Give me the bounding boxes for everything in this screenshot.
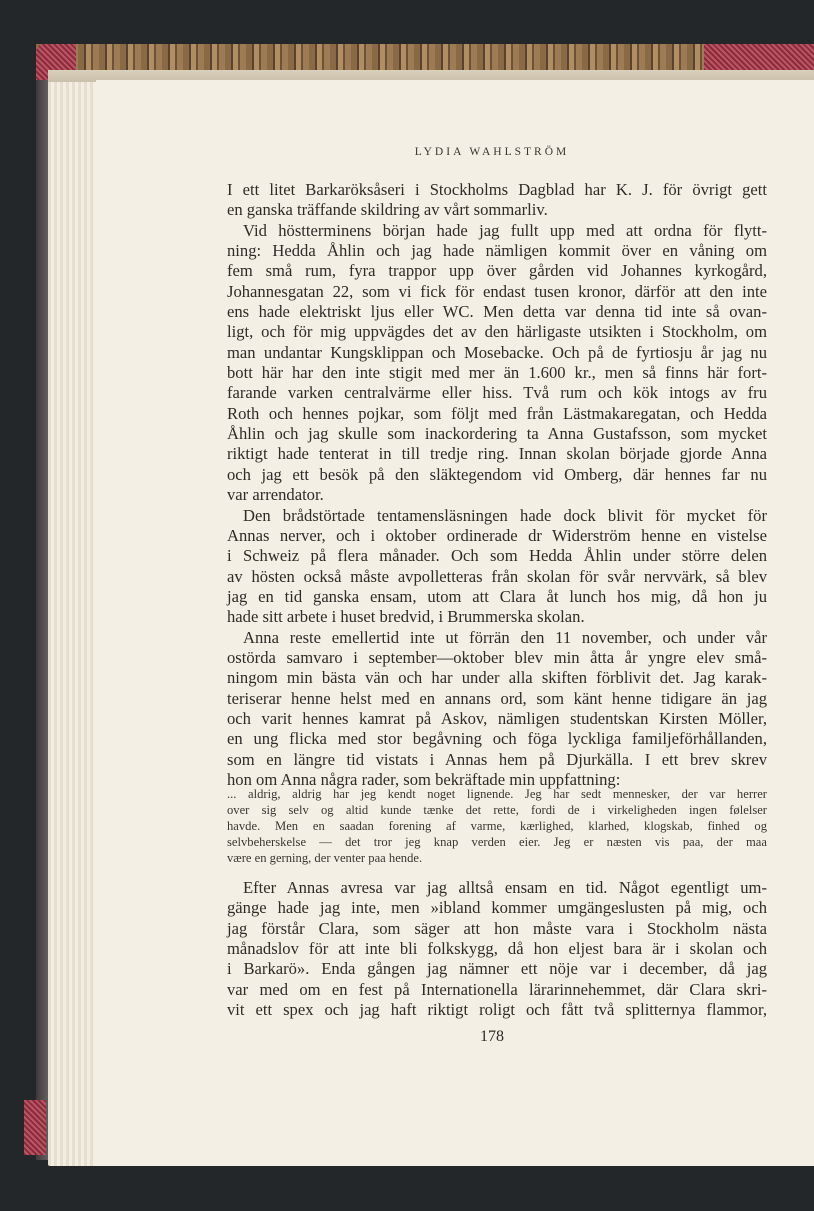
- text-line: teriserar henne helst med en annans ord, som känt henne tidigare än jag: [227, 688, 767, 708]
- quote-line: over sig selv og altid kunde tænke det rette, fordi de i virkeligheden ingen følelser: [227, 803, 767, 817]
- block-quote: [227, 786, 767, 866]
- page-number: 178: [480, 1028, 504, 1045]
- book-cover-corner: [24, 1100, 46, 1155]
- quote-line: selvbeherskelse — det tror jeg knap verden eier. Jeg er næsten vis paa, der maa: [227, 835, 767, 849]
- text-line: Vid höstterminens början hade jag fullt upp med att ordna för flytt-: [243, 220, 767, 240]
- text-line: vit ett spex och jag haft riktigt roligt och fått två splitternya flammor,: [227, 1000, 767, 1020]
- text-line: Efter Annas avresa var jag alltså ensam en tid. Något egentligt um-: [243, 878, 767, 897]
- text-line: ningom min bästa vän och har under alla skiften förblivit det. Jag karak-: [227, 668, 767, 688]
- text-line: fem små rum, fyra trappor upp över gården vid Johannes kyrkogård,: [227, 261, 767, 281]
- text-line: och jag ett besök på den släktegendom vid Omberg, där hennes far nu: [227, 464, 767, 484]
- body-text-bottom: [227, 878, 767, 1020]
- text-line: Anna reste emellertid inte ut förrän den 11 november, och under vår: [243, 627, 767, 647]
- text-line: Den brådstörtade tentamensläsningen hade dock blivit för mycket för: [243, 505, 767, 525]
- text-line: ens hade elektriskt ljus eller WC. Men detta var denna tid inte så ovan-: [227, 302, 767, 322]
- text-line: Annas nerver, och i oktober ordinerade dr Widerström henne en vistelse: [227, 525, 767, 545]
- text-line: och varit hennes kamrat på Askov, nämligen studentskan Kirsten Möller,: [227, 708, 767, 728]
- text-line: en ganska träffande skildring av vårt sommarliv.: [227, 200, 548, 220]
- quote-line: være en gerning, der venter paa hende.: [227, 851, 423, 865]
- text-line: av hösten också måste avpolletteras från skolan för svår nervvärk, så blev: [227, 566, 767, 586]
- text-line: ostörda samvaro i september—oktober blev min åtta år yngre elev små-: [227, 647, 767, 667]
- running-header: LYDIA WAHLSTRÖM: [414, 146, 570, 158]
- text-line: hade sitt arbete i huset bredvid, i Brummerska skolan.: [227, 607, 585, 627]
- text-line: en ung flicka med stor begåvning och föga lyckliga familjeförhållanden,: [227, 729, 767, 749]
- text-line: som en längre tid vistats i Annas hem på Djurkälla. I ett brev skrev: [227, 749, 767, 769]
- text-line: var med om en fest på Internationella lärarinnehemmet, där Clara skri-: [227, 979, 767, 999]
- quote-line: ... aldrig, aldrig har jeg kendt noget lignende. Jeg har sedt mennesker, der var herrer: [227, 787, 767, 801]
- quote-line: havde. Men en saadan forening af varme, kærlighed, klarhed, klogskab, finhed og: [227, 819, 767, 833]
- text-line: Roth och hennes pojkar, som följt med från Lästmakaregatan, och Hedda: [227, 403, 767, 423]
- text-line: gänge hade jag inte, men »ibland kommer umgängeslusten på mig, och: [227, 898, 767, 918]
- text-line: I ett litet Barkaröksåseri i Stockholms Dagblad har K. J. för övrigt gett: [227, 180, 767, 199]
- text-line: jag en tid ganska ensam, utom att Clara åt lunch hos mig, då hon ju: [227, 586, 767, 606]
- text-line: riktigt hade tenterat in till tredje ring. Innan skolan började gjorde Anna: [227, 444, 767, 464]
- text-line: Åhlin och jag skulle som inackordering ta Anna Gustafsson, som mycket: [227, 424, 767, 444]
- text-line: jag förstår Clara, som säger att hon måste vara i Stockholm nästa: [227, 918, 767, 938]
- text-line: i Schweiz på flera månader. Och som Hedda Åhlin under större delen: [227, 546, 767, 566]
- text-line: man undantar Kungsklippan och Mosebacke. Och på de fyrtiosju år jag nu: [227, 342, 767, 362]
- text-line: var arrendator.: [227, 485, 324, 505]
- text-line: Johannesgatan 22, som vi fick för endast tusen kronor, därför att den inte: [227, 281, 767, 301]
- text-line: ligt, och för mig uppvägdes det av den härligaste utsikten i Stockholm, om: [227, 322, 767, 342]
- text-line: månadslov för att inte bli folkskygg, då hon eljest bara är i skolan och: [227, 939, 767, 959]
- text-line: i Barkarö». Enda gången jag nämner ett nöje var i december, då jag: [227, 959, 767, 979]
- body-text-top: [227, 180, 767, 790]
- text-line: bott här har den inte stigit med mer än 1.600 kr., men så finns här fort-: [227, 363, 767, 383]
- text-line: farande varken centralvärme eller hiss. Två rum och kök intogs av fru: [227, 383, 767, 403]
- text-line: ning: Hedda Åhlin och jag hade nämligen kommit över en våning om: [227, 241, 767, 261]
- text-line: hon om Anna några rader, som bekräftade min uppfattning:: [227, 769, 621, 789]
